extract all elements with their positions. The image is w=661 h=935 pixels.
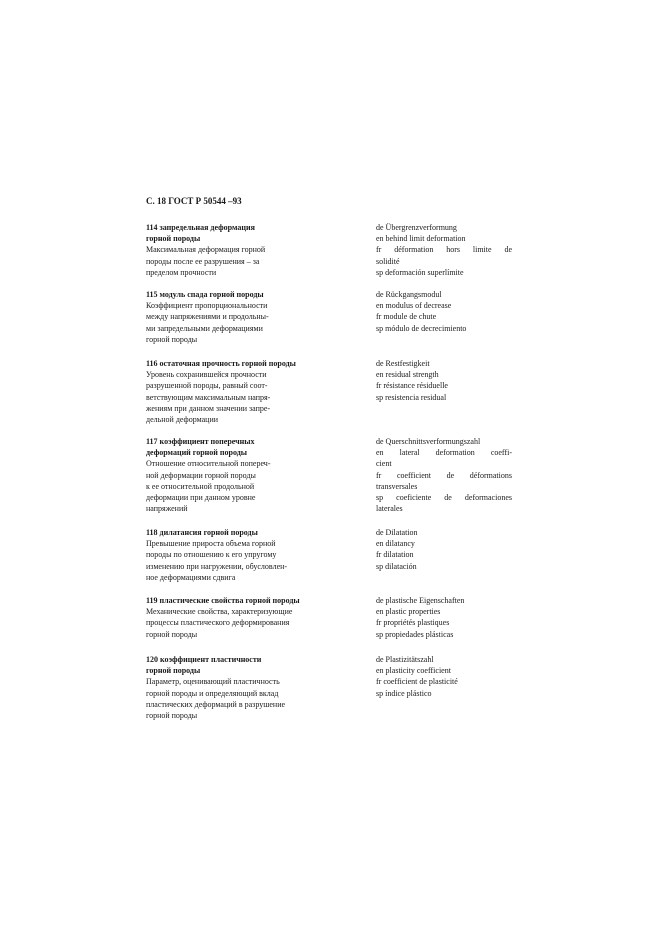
equivalent-de: de Restfestigkeit <box>376 359 430 368</box>
equivalent-en: en modulus of decrease <box>376 301 452 311</box>
term-entry-118 <box>146 527 356 583</box>
term-definition: процессы пластического деформирования <box>146 618 290 628</box>
term-definition: к ее относительной продольной <box>146 481 255 491</box>
term-definition: напряжений <box>146 504 188 514</box>
term-title: 116 остаточная прочность горной породы <box>146 359 296 368</box>
term-definition: ветствующим максимальным напря- <box>146 392 271 402</box>
term-definition: породы после ее разрушения – за <box>146 256 260 266</box>
term-definition: горной породы <box>146 711 198 721</box>
term-definition: деформации при данном уровне <box>146 493 256 503</box>
term-definition: между напряжениями и продольны- <box>146 312 269 322</box>
term-entry-115 <box>146 289 356 345</box>
equivalent-de: de Querschnittsverformungszahl <box>376 437 481 446</box>
term-definition: изменению при нагружении, обусловлен- <box>146 561 288 571</box>
term-title: горной породы <box>146 666 201 676</box>
term-definition: породы по отношению к его упругому <box>146 550 277 560</box>
equivalent-en: en lateral deformation coeffi- <box>376 448 512 458</box>
equivalents-118 <box>376 527 512 572</box>
equivalent-de: de Dilatation <box>376 528 418 537</box>
equivalent-fr: fr propriétés plastiques <box>376 618 450 628</box>
term-definition: дельной деформации <box>146 415 219 425</box>
term-definition: пластических деформаций в разрушение <box>146 699 286 709</box>
equivalent-fr: fr dilatation <box>376 550 414 560</box>
term-definition: ной деформации горной породы <box>146 470 256 480</box>
term-definition: разрушенной породы, равный соот- <box>146 381 268 391</box>
equivalent-fr-cont: transversales <box>376 481 418 491</box>
equivalent-sp: sp dilatación <box>376 561 417 571</box>
equivalents-120 <box>376 654 512 699</box>
equivalents-117 <box>376 436 512 514</box>
term-title: горной породы <box>146 234 201 244</box>
term-definition: ное деформациями сдвига <box>146 572 236 582</box>
term-definition: Механические свойства, характеризующие <box>146 607 293 617</box>
equivalent-sp-cont: laterales <box>376 504 403 514</box>
equivalent-en: en behind limit deformation <box>376 234 466 244</box>
equivalent-fr: fr module de chute <box>376 312 437 322</box>
equivalent-fr: fr résistance résiduelle <box>376 381 448 391</box>
equivalent-fr-cont: solidité <box>376 256 400 266</box>
equivalent-en: en dilatancy <box>376 539 415 549</box>
term-definition: Параметр, оценивающий пластичность <box>146 677 280 687</box>
term-title: 118 дилатансия горной породы <box>146 528 258 537</box>
term-entry-117 <box>146 436 356 514</box>
term-entry-116 <box>146 358 356 425</box>
term-definition: ми запредельными деформациями <box>146 323 263 333</box>
equivalent-de: de Plastizitätszahl <box>376 655 434 664</box>
page-header: С. 18 ГОСТ Р 50544 –93 <box>146 196 242 206</box>
term-definition: Максимальная деформация горной <box>146 245 266 255</box>
term-entry-120 <box>146 654 356 721</box>
term-title: 120 коэффициент пластичности <box>146 655 262 664</box>
term-definition: Уровень сохранившейся прочности <box>146 370 267 380</box>
term-definition: горной породы <box>146 334 198 344</box>
equivalent-sp: sp módulo de decrecimiento <box>376 323 467 333</box>
equivalent-en-cont: cient <box>376 459 392 469</box>
term-title: 119 пластические свойства горной породы <box>146 596 300 605</box>
equivalent-sp: sp resistencia residual <box>376 392 447 402</box>
equivalent-fr: fr déformation hors limite de <box>376 245 512 255</box>
equivalent-en: en residual strength <box>376 370 439 380</box>
term-definition: горной породы и определяющий вклад <box>146 688 279 698</box>
term-definition: Превышение прироста объема горной <box>146 539 276 549</box>
equivalent-sp: sp propiedades plásticas <box>376 629 454 639</box>
term-title: 117 коэффициент поперечных <box>146 437 255 446</box>
term-definition: Коэффициент пропорциональности <box>146 301 268 311</box>
term-entry-114 <box>146 222 356 278</box>
equivalents-114 <box>376 222 512 278</box>
equivalent-de: de Rückgangsmodul <box>376 290 442 299</box>
equivalents-115 <box>376 289 512 334</box>
term-definition: горной породы <box>146 629 198 639</box>
equivalent-en: en plasticity coefficient <box>376 666 451 676</box>
term-entry-119 <box>146 595 356 640</box>
equivalent-sp: sp coeficiente de deformaciones <box>376 493 512 503</box>
equivalent-fr: fr coefficient de déformations <box>376 470 512 480</box>
term-definition: пределом прочности <box>146 267 217 277</box>
equivalent-sp: sp índice plástico <box>376 688 432 698</box>
equivalent-de: de plastische Eigenschaften <box>376 596 465 605</box>
equivalents-119 <box>376 595 512 640</box>
term-title: деформаций горной породы <box>146 448 248 458</box>
equivalent-fr: fr coefficient de plasticité <box>376 677 458 687</box>
equivalent-sp: sp deformación superlímite <box>376 267 464 277</box>
equivalent-de: de Übergrenzverformung <box>376 223 457 232</box>
term-title: 114 запредельная деформация <box>146 223 255 232</box>
equivalent-en: en plastic properties <box>376 607 441 617</box>
equivalents-116 <box>376 358 512 403</box>
term-definition: жениям при данном значении запре- <box>146 403 271 413</box>
term-title: 115 модуль спада горной породы <box>146 290 264 299</box>
term-definition: Отношение относительной попереч- <box>146 459 271 469</box>
